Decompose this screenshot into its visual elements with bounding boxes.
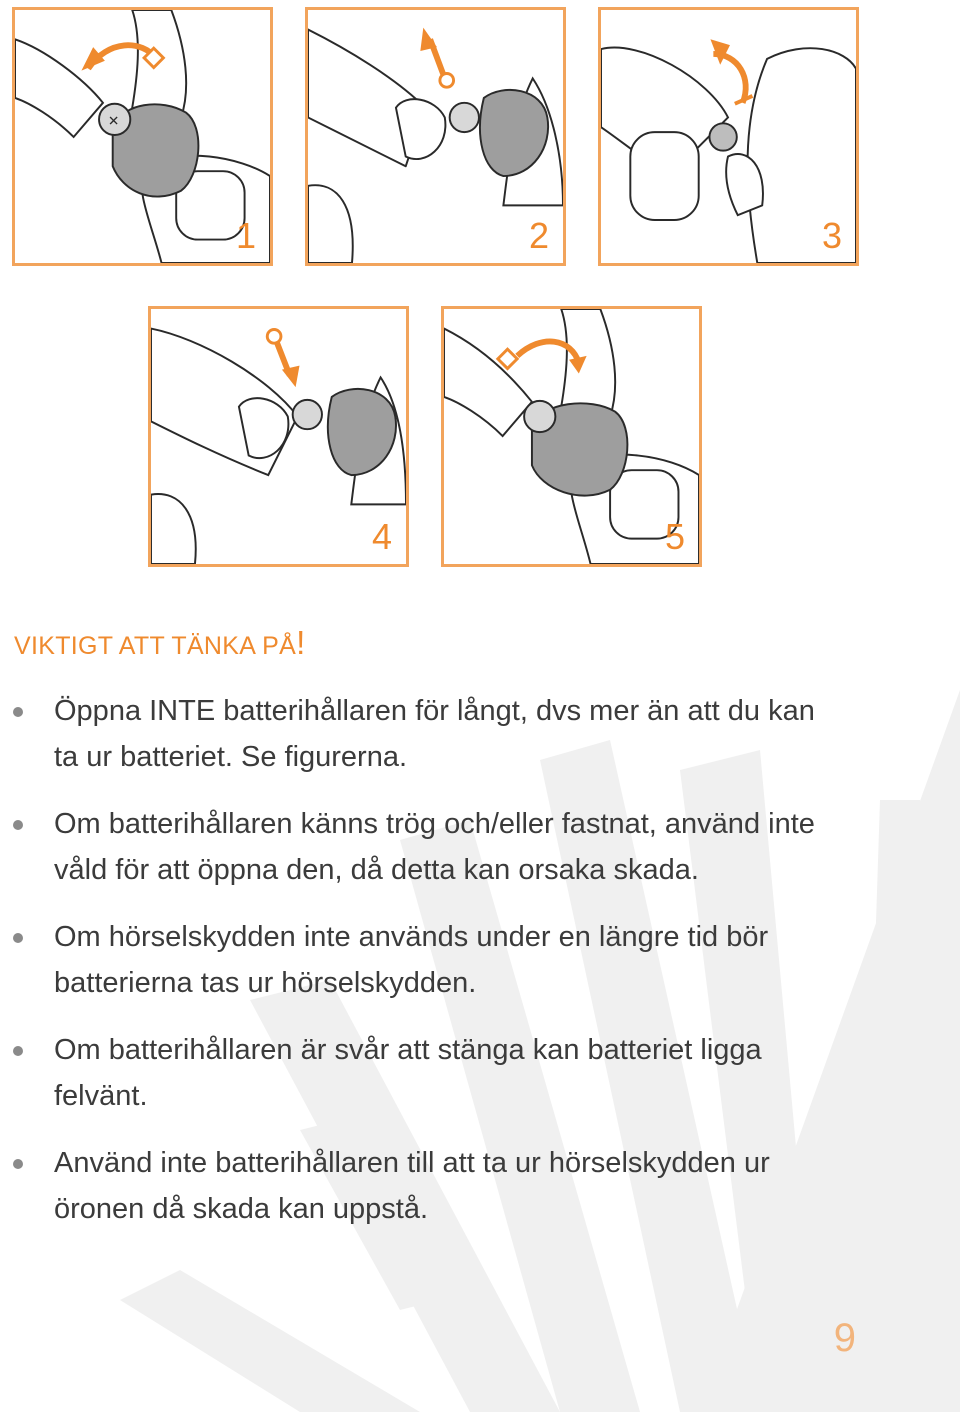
bullet-text: Om hörselskydden inte används under en längre tid bör batterierna tas ur hörselskydden. [54,921,769,999]
bullet-list [0,688,960,1253]
bullet-dot [13,820,23,830]
section-heading [14,624,306,662]
list-item [0,1027,844,1119]
bullet-dot [13,707,23,717]
heading-exclamation: ! [296,624,306,661]
step-panel-5 [441,306,702,567]
heading-word: TÄNKA [171,632,255,660]
heading-word: PÅ [262,632,297,660]
illustration-close-step-4 [151,309,406,564]
panel-number: 3 [821,215,842,256]
illustration-remove-battery-step-3 [601,10,856,263]
heading-word: ATT [118,632,165,660]
step-panel-3 [598,7,859,266]
illustration-open-step-2 [308,10,563,263]
panel-number: 4 [371,516,392,557]
bullet-text: Om batterihållaren är svår att stänga kan batteriet ligga felvänt. [54,1034,762,1112]
step-panel-2 [305,7,566,266]
panel-number: 2 [528,215,549,256]
svg-text:✕: ✕ [107,113,120,130]
list-item [0,1140,844,1232]
step-panel-4 [148,306,409,567]
bullet-text: Använd inte batterihållaren till att ta ur hörselskydden ur öronen då skada kan uppstå. [54,1147,770,1225]
list-item [0,914,844,1006]
illustration-open-step-1 [15,10,270,263]
step-panel-1 [12,7,273,266]
page-number: 9 [833,1316,856,1360]
bullet-dot [13,1046,23,1056]
bullet-text: Om batterihållaren känns trög och/eller fastnat, använd inte våld för att öppna den, då detta kan orsaka skada. [54,808,815,886]
list-item [0,801,844,893]
bullet-text: Öppna INTE batterihållaren för långt, dvs mer än att du kan ta ur batteriet. Se figurerna. [54,695,815,773]
illustration-close-step-5 [444,309,699,564]
bullet-dot [13,933,23,943]
list-item [0,688,844,780]
panel-number: 1 [235,215,256,256]
panel-number: 5 [664,516,685,557]
bullet-dot [13,1159,23,1169]
heading-word: VIKTIGT [14,632,113,660]
